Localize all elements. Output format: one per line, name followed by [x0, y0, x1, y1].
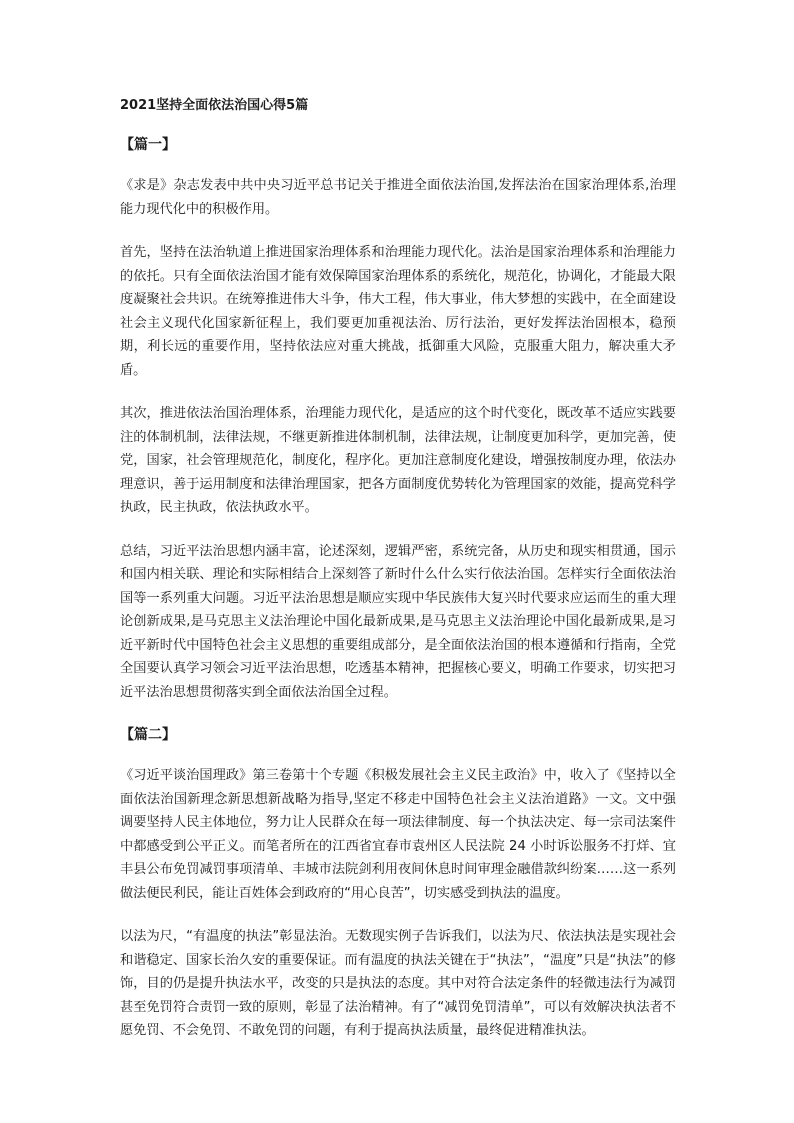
paragraph: 《习近平谈治国理政》第三卷第十个专题《积极发展社会主义民主政治》中，收入了《坚持以全面依法治国新理念新思想新战略为指导,坚定不移走中国特色社会主义法治道路》一文。文中强调要坚持人民主体地位，努力让人民群众在每一项法律制度、每一个执法决定、每一宗司法案件中都感受到公平正义。而笔者所在的江西省宜春市袁州区人民法院 24 小时诉讼服务不打烊、宜丰县公布免罚减罚事项清单、丰城市法院剑利用夜间休息时间审理金融借款纠纷案……这一系列做法便民利民，能让百姓体会到政府的“用心良苦”，切实感受到执法的温度。	[120, 768, 676, 901]
paragraph: 总结，习近平法治思想内涵丰富，论述深刻，逻辑严密，系统完备，从历史和现实相贯通，国示和国内相关联、理论和实际相结合上深刻答了新时什么什么实行依法治国。怎样实行全面依法治国等一系列重大问题。习近平法治思想是顺应实现中华民族伟大复兴时代要求应运而生的重大理论创新成果,是马克思主义法治理论中国化最新成果,是马克思主义法治理论中国化最新成果,是习近平新时代中国特色社会主义思想的重要组成部分，是全面依法治国的根本遵循和行指南，全党全国要认真学习领会习近平法治思想，吃透基本精神，把握核心要义，明确工作要求，切实把习近平法治思想贯彻落实到全面依法治国全过程。	[120, 543, 676, 700]
section-2	[120, 724, 676, 1043]
section-heading: 【篇一】	[120, 137, 176, 153]
document-page	[120, 96, 676, 1063]
paragraph: 《求是》杂志发表中共中央习近平总书记关于推进全面依法治国,发挥法治在国家治理体系,治理能力现代化中的积极作用。	[120, 178, 676, 217]
paragraph: 其次，推进依法治国治理体系，治理能力现代化，是适应的这个时代变化，既改革不适应实践要注的体制机制，法律法规，不继更新推进体制机制，法律法规，让制度更加科学，更加完善，使党，国家，社会管理规范化，制度化，程序化。更加注意制度化建设，增强按制度办理，依法办理意识，善于运用制度和法律治理国家，把各方面制度优势转化为管理国家的效能，提高党科学执政，民主执政，依法执政水平。	[120, 406, 676, 515]
section-heading: 【篇二】	[120, 727, 176, 743]
paragraph: 以法为尺，“有温度的执法”彰显法治。无数现实例子告诉我们，以法为尺、依法执法是实现社会和谐稳定、国家长治久安的重要保证。而有温度的执法关键在于“执法”，“温度”只是“执法”的修饰，目的仍是提升执法水平，改变的只是执法的态度。其中对符合法定条件的轻微违法行为减罚甚至免罚符合责罚一致的原则，彰显了法治精神。有了“减罚免罚清单”，可以有效解决执法者不愿免罚、不会免罚、不敢免罚的问题，有利于提高执法质量，最终促进精准执法。	[120, 929, 676, 1038]
document-title: 2021坚持全面依法治国心得5篇	[120, 98, 309, 113]
paragraph: 首先，坚持在法治轨道上推进国家治理体系和治理能力现代化。法治是国家治理体系和治理能力的依托。只有全面依法治国才能有效保障国家治理体系的系统化，规范化，协调化，才能最大限度凝聚社会共识。在统筹推进伟大斗争，伟大工程，伟大事业，伟大梦想的实践中，在全面建设社会主义现代化国家新征程上，我们要更加重视法治、厉行法治，更好发挥法治固根本，稳预期，利长远的重要作用，坚持依法应对重大挑战，抵御重大风险，克服重大阻力，解决重大矛盾。	[120, 245, 676, 378]
section-1	[120, 134, 676, 704]
